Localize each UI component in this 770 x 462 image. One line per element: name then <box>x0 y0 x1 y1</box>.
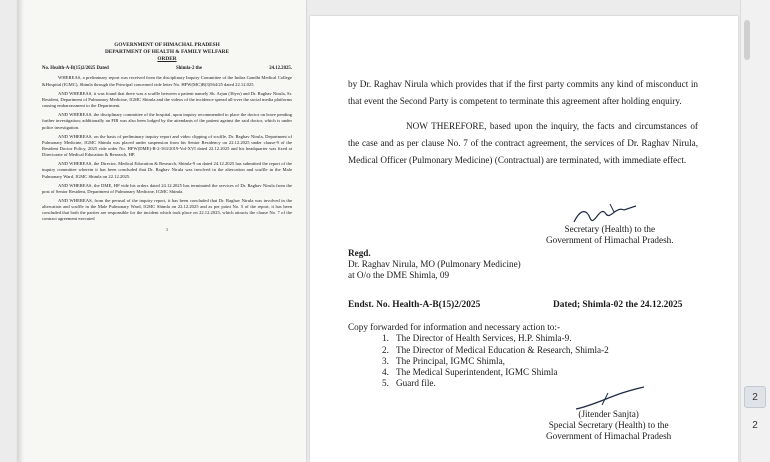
signature-block-secretary <box>546 206 674 246</box>
signatory-government: Government of Himachal Pradesh <box>546 431 672 441</box>
continuation-paragraph: by Dr. Raghav Nirula which provides that if the first party commits any kind of misconduct in that event the Second Party is competent to terminate this agreement after holding enquiry. <box>348 79 698 106</box>
ref-place: Shimla-2 the <box>175 66 202 72</box>
regd-label: Regd. <box>348 248 371 258</box>
paragraph: AND WHEREAS, on the basis of preliminary inquiry report and video clipping of scuffle, Dr. Raghav Nirula, Department of Pulmonary Medicine, IGMC Shimla was placed under suspension from his Senior Residency on 22.12.2025 under clause-9 of the Resident Doctor Policy, 2025 vide order No. HFW(DME)-B-2-163/2019-Vol-XVI dated 22.12.2025 and his headquarter was fixed at Directorate of Medical Education & Research, HP. <box>42 133 292 158</box>
paragraph: AND WHEREAS, from the perusal of the inquiry report, it has been concluded that Dr. Raghav Nirula was involved in the altercation and scuffle in the Male Pulmonary Ward, IGMC Shimla on 22.12.2025 and as per point No. 5 of the report, it has been concluded that both the parties are responsible for the incident which took place on 22.12.2025, which attracts the clause No. 7 of the contract agreement executed <box>42 198 292 222</box>
page-number: 1 <box>165 226 169 232</box>
paragraph: AND WHEREAS, the DME, HP vide his orders dated 24.12.2025 has terminated the services of Dr. Raghav Nirula from the post of Senior Resident, Department of Pulmonary Medicine, IGMC Shimla. <box>42 182 292 194</box>
endorsement-date: Dated; Shimla-02 the 24.12.2025 <box>553 300 683 310</box>
document-page-2 <box>310 16 738 462</box>
signature-icon <box>566 385 656 415</box>
endorsement-number: Endst. No. Health-A-B(15)2/2025 <box>348 300 481 310</box>
heading-government: GOVERNMENT OF HIMACHAL PRADESH <box>114 42 220 48</box>
signatory-name: (Jitender Sanjta) <box>578 409 639 419</box>
paragraph: WHEREAS, a preliminary report was received from the disciplinary Inquiry Committee of the Indira Gandhi Medical College &Hospital (IGMC), Shimla through the Principal concerned vide letter No. HFW(MC)B(3)564/25 dated 22.12.025 <box>42 75 292 87</box>
document-page-1 <box>18 0 306 462</box>
paragraph: AND WHEREAS, the Director, Medical Education & Research, Shimla-9 on dated 24.12.2025 has submitted the report of the inquiry committee wherein it has been concluded that Dr. Raghav Nirula was involved in the altercation and scuffle in the Male Pulmonary Ward, IGMC Shimla on 22.12.2025. <box>42 161 292 179</box>
regd-recipient: Dr. Raghav Nirula, MO (Pulmonary Medicine) <box>348 259 521 269</box>
handwritten-signature <box>546 206 674 224</box>
ref-date: 24.12.2025. <box>269 66 292 72</box>
handwritten-signature <box>546 391 671 409</box>
copy-forwarded-section <box>348 322 609 390</box>
regd-location: at O/o the DME Shimla, 09 <box>348 270 450 280</box>
paragraph: AND WHEREAS, it was found that there was a scuffle between a patient namely Sh. Arjun (36yrs) and Dr. Raghav Nirula, Sr. Resident, Department of Pulmonary Medicine, IGMC Shimla and the videos of the incidence spread all-over the social media platforms causing embarrassment to the Department. <box>42 90 292 109</box>
registered-address <box>348 248 521 281</box>
list-item: 4. The Medical Superintendent, IGMC Shimla <box>382 367 558 378</box>
copy-intro: Copy forwarded for information and necessary action to:- <box>348 322 561 332</box>
signatory-government: Government of Himachal Pradesh. <box>546 235 674 245</box>
scrollbar-thumb[interactable] <box>744 20 750 60</box>
signatory-title: Special Secretary (Health) to the <box>548 420 669 430</box>
page-edge-shadow <box>18 0 24 462</box>
signature-icon <box>566 200 646 228</box>
now-therefore-paragraph: NOW THEREFORE, based upon the inquiry, the facts and circumstances of the case and as per clause No. 7 of the contract agreement, the services of Dr. Raghav Nirula, Medical Officer (Pulmonary Medicine) (Contractual) are terminated, with immediate effect. <box>348 121 698 165</box>
page-badge-current[interactable]: 2 <box>744 386 766 408</box>
signature-block-special-secretary <box>546 391 671 442</box>
page1-heading <box>42 42 292 62</box>
list-item: 2. The Director of Medical Education & Research, Shimla-2 <box>382 344 609 355</box>
list-item: 5. Guard file. <box>382 378 436 389</box>
order-title: ORDER <box>157 55 177 62</box>
copy-list <box>382 333 609 389</box>
page-badge[interactable]: 2 <box>752 419 758 431</box>
list-item: 3. The Principal, IGMC Shimla, <box>382 355 505 366</box>
list-item: 1. The Director of Health Services, H.P. Shimla-9. <box>382 333 572 344</box>
endorsement-line <box>348 297 738 314</box>
reference-line <box>42 66 292 72</box>
paragraph: AND WHEREAS, the disciplinary committee of the hospital, upon inquiry recommended to place the doctor on leave pending further investigation; additionally an FIR was also been lodged by the attendants of the patient against the said doctor, which is under police investigation. <box>42 112 292 130</box>
ref-number: No. Health-A-B(15)2/2025 Dated <box>42 66 109 72</box>
heading-department: DEPARTMENT OF HEALTH & FAMILY WELFARE <box>104 48 230 55</box>
signatory-title: Secretary (Health) to the <box>564 224 656 234</box>
